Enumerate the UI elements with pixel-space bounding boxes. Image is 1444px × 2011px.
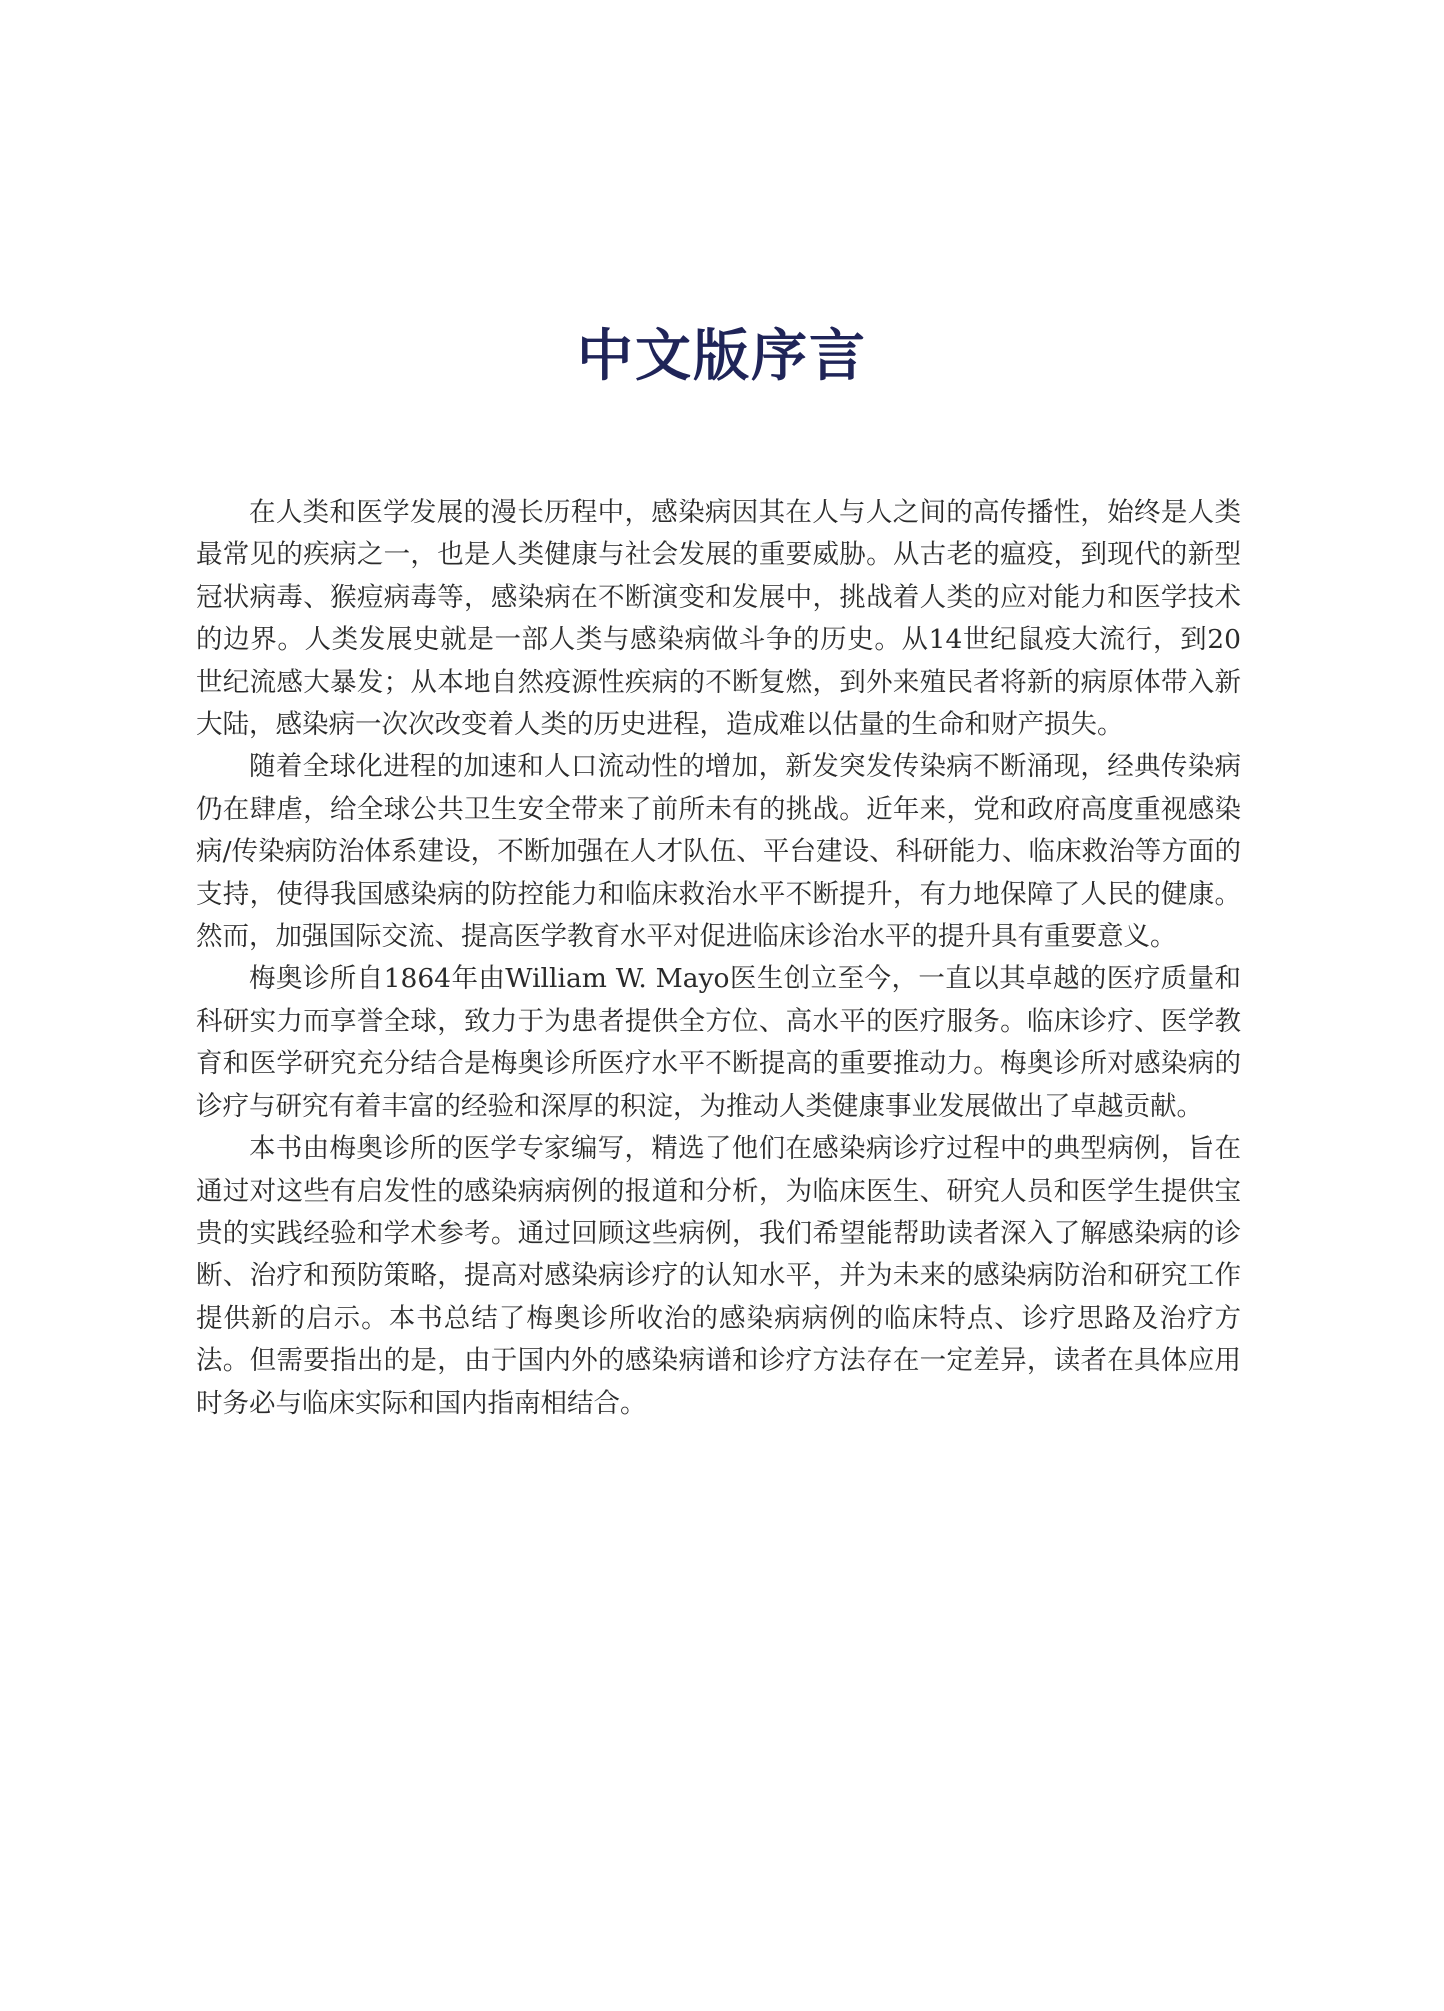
paragraph-3: 梅奥诊所自1864年由William W. Mayo医生创立至今，一直以其卓越的医疗质量和科研实力而享誉全球，致力于为患者提供全方位、高水平的医疗服务。临床诊疗、医学教育和医学研究充分结合是梅奥诊所医疗水平不断提高的重要推动力。梅奥诊所对感染病的诊疗与研究有着丰富的经验和深厚的积淀，为推动人类健康事业发展做出了卓越贡献。 — [196, 963, 1241, 1122]
paragraph-1: 在人类和医学发展的漫长历程中，感染病因其在人与人之间的高传播性，始终是人类最常见的疾病之一，也是人类健康与社会发展的重要威胁。从古老的瘟疫，到现代的新型冠状病毒、猴痘病毒等，感染病在不断演变和发展中，挑战着人类的应对能力和医学技术的边界。人类发展史就是一部人类与感染病做斗争的历史。从14世纪鼠疫大流行，到20世纪流感大暴发；从本地自然疫源性疾病的不断复燃，到外来殖民者将新的病原体带入新大陆，感染病一次次改变着人类的历史进程，造成难以估量的生命和财产损失。 — [196, 497, 1241, 741]
paragraph-2: 随着全球化进程的加速和人口流动性的增加，新发突发传染病不断涌现，经典传染病仍在肆虐，给全球公共卫生安全带来了前所未有的挑战。近年来，党和政府高度重视感染病/传染病防治体系建设，不断加强在人才队伍、平台建设、科研能力、临床救治等方面的支持，使得我国感染病的防控能力和临床救治水平不断提升，有力地保障了人民的健康。然而，加强国际交流、提高医学教育水平对促进临床诊治水平的提升具有重要意义。 — [196, 751, 1241, 953]
preface-body — [196, 492, 1241, 1425]
page-title: 中文版序言 — [577, 323, 867, 389]
paragraph-4: 本书由梅奥诊所的医学专家编写，精选了他们在感染病诊疗过程中的典型病例，旨在通过对这些有启发性的感染病病例的报道和分析，为临床医生、研究人员和医学生提供宝贵的实践经验和学术参考。通过回顾这些病例，我们希望能帮助读者深入了解感染病的诊断、治疗和预防策略，提高对感染病诊疗的认知水平，并为未来的感染病防治和研究工作提供新的启示。本书总结了梅奥诊所收治的感染病病例的临床特点、诊疗思路及治疗方法。但需要指出的是，由于国内外的感染病谱和诊疗方法存在一定差异，读者在具体应用时务必与临床实际和国内指南相结合。 — [196, 1133, 1241, 1419]
